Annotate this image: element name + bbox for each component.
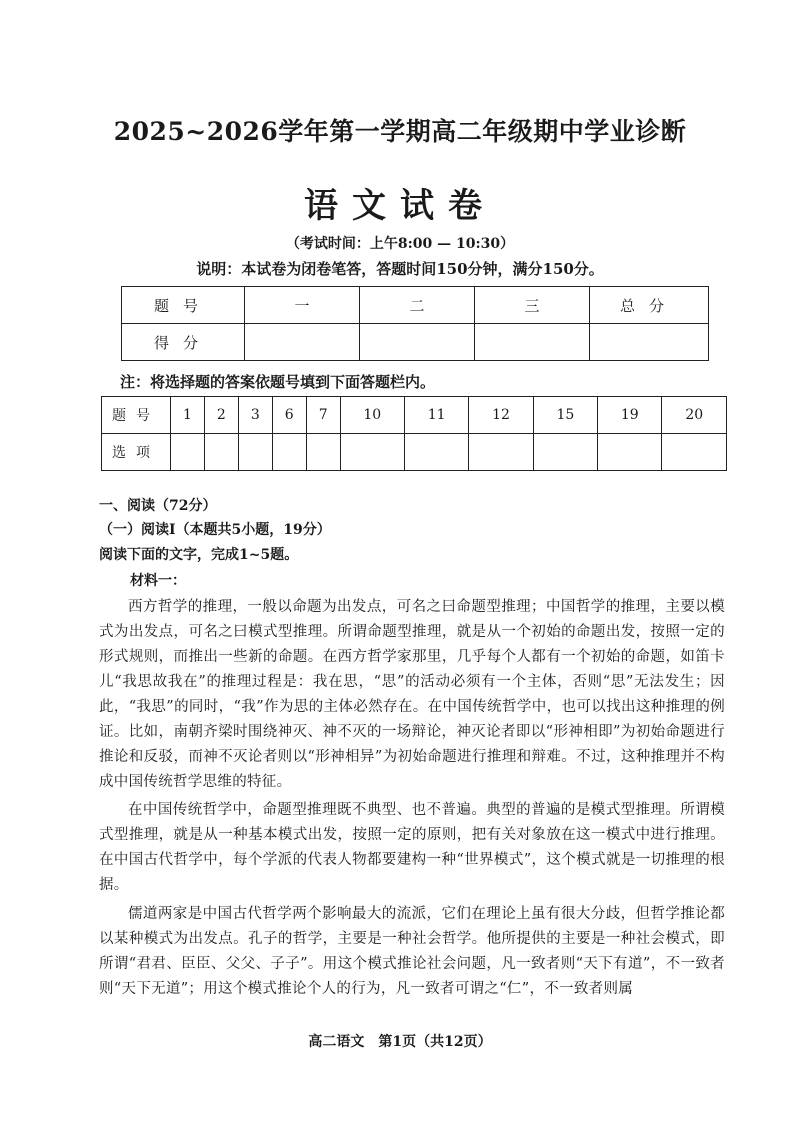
answer-table-option-row [102,434,727,471]
exam-note: 说明：本试卷为闭卷笔答，答题时间150分钟，满分150分。 [196,260,604,278]
answer-cell[interactable] [469,434,533,471]
answer-table-number-row [102,397,727,434]
answer-cell[interactable] [404,434,468,471]
score-cell[interactable] [360,324,475,361]
answer-number: 6 [272,397,306,434]
answer-number: 3 [238,397,272,434]
page-footer: 高二语文 第1页（共12页） [308,1034,492,1050]
answer-cell[interactable] [204,434,238,471]
paragraph-3: 儒道两家是中国古代哲学两个影响最大的流派，它们在理论上虽有很大分歧，但哲学推论都以某种模式为出发点。孔子的哲学，主要是一种社会哲学。他所提供的主要是一种社会模式，即所谓“君君、臣臣、父父、子子”。用这个模式推论社会问题，凡一致者则“天下有道”，不一致者则“天下无道”；用这个模式推论个人的行为，凡一致者可谓之“仁”，不一致者则属 [99,906,725,997]
score-col-3: 三 [475,287,590,324]
reading-instruction: 阅读下面的文字，完成1~5题。 [99,547,299,563]
answer-number: 1 [171,397,205,434]
paragraph-1: 西方哲学的推理，一般以命题为出发点，可名之曰命题型推理；中国哲学的推理，主要以模式为出发点，可名之曰模式型推理。所谓命题型推理，就是从一个初始的命题出发，按照一定的形式规则，而推出一些新的命题。在西方哲学家那里，几乎每个人都有一个初始的命题，如笛卡儿“我思故我在”的推理过程是：我在思，“思”的活动必须有一个主体，否则“思”无法发生；因此，“我思”的同时，“我”作为思的主体必然存在。在中国传统哲学中，也可以找出这种推理的例证。比如，南朝齐梁时围绕神灭、神不灭的一场辩论，神灭论者即以“形神相即”为初始命题进行推论和反驳，而神不灭论者则以“形神相异”为初始命题进行推理和辩难。不过，这种推理并不构成中国传统哲学思维的特征。 [99,599,725,790]
score-col-2: 二 [360,287,475,324]
answer-number: 7 [306,397,340,434]
answer-cell[interactable] [272,434,306,471]
score-col-total: 总分 [590,287,709,324]
answer-cell[interactable] [533,434,597,471]
score-table-header-row [122,287,709,324]
answer-cell[interactable] [238,434,272,471]
answer-number: 15 [533,397,597,434]
answer-number: 2 [204,397,238,434]
subject-title: 语文试卷 [304,186,496,226]
score-table-value-row [122,324,709,361]
answer-option-label: 选项 [102,434,171,471]
score-row-label: 题号 [122,287,245,324]
answer-cell[interactable] [306,434,340,471]
material-label: 材料一： [130,573,186,589]
answer-number: 10 [340,397,404,434]
answer-number: 20 [662,397,727,434]
answer-cell[interactable] [598,434,662,471]
answer-table [101,396,727,471]
section-subtitle: （一）阅读Ⅰ（本题共5小题，19分） [99,522,331,538]
paragraph-2: 在中国传统哲学中，命题型推理既不典型、也不普遍。典型的普遍的是模式型推理。所谓模式型推理，就是从一种基本模式出发，按照一定的原则，把有关对象放在这一模式中进行推理。在中国古代哲学中，每个学派的代表人物都要建构一种“世界模式”，这个模式就是一切推理的根据。 [99,802,725,893]
answer-number: 12 [469,397,533,434]
exam-title: 2025~2026学年第一学期高二年级期中学业诊断 [113,117,687,146]
score-col-1: 一 [245,287,360,324]
answer-number: 11 [404,397,468,434]
answer-number: 19 [598,397,662,434]
score-value-label: 得分 [122,324,245,361]
score-cell[interactable] [245,324,360,361]
answer-cell[interactable] [340,434,404,471]
exam-time: （考试时间：上午8:00 — 10:30） [285,236,515,252]
score-cell[interactable] [475,324,590,361]
answer-cell[interactable] [171,434,205,471]
section-title: 一、阅读（72分） [99,498,217,514]
answer-instruction: 注：将选择题的答案依题号填到下面答题栏内。 [120,373,436,391]
score-cell[interactable] [590,324,709,361]
answer-cell[interactable] [662,434,727,471]
score-table [121,286,709,361]
answer-row-label: 题号 [102,397,171,434]
